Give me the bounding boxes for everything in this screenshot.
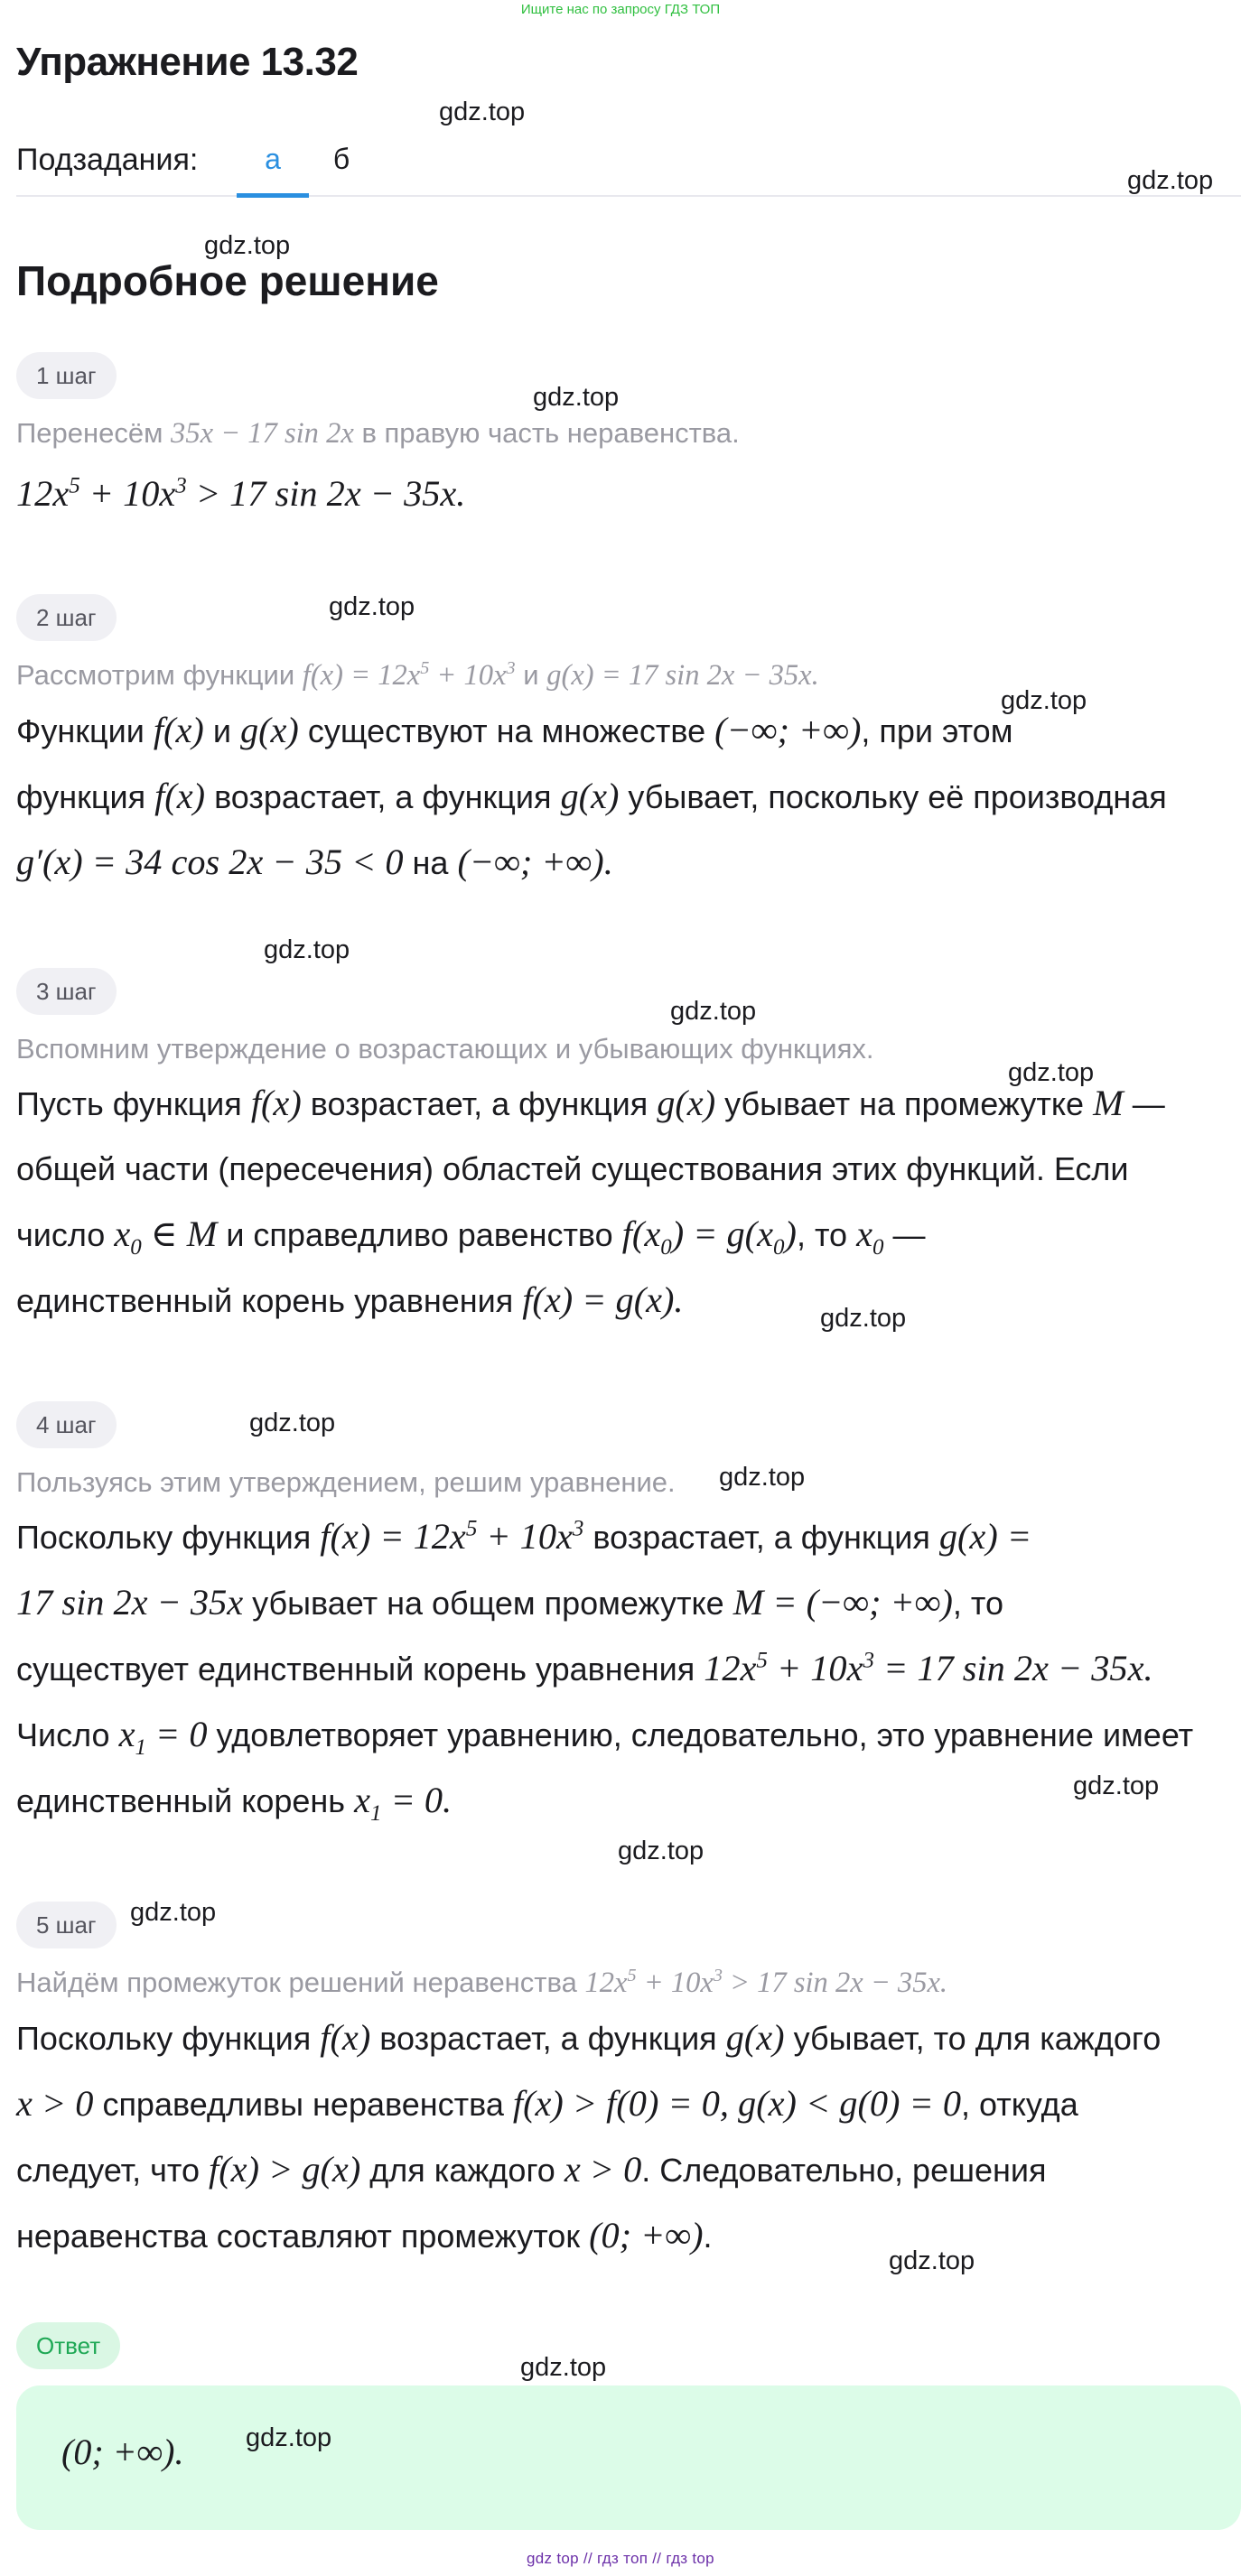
- answer-value: (0; +∞).: [61, 2432, 184, 2472]
- step-1: [16, 352, 1241, 527]
- watermark: gdz.top: [204, 231, 291, 260]
- text-line: Число $x_1 = 0$ удовлетворяет уравнению, следовательно, это уравнение имеет: [16, 1714, 1194, 1761]
- watermark: gdz.top: [130, 1898, 217, 1927]
- step-text: [16, 1071, 1241, 1334]
- top-banner: Ищите нас по запросу ГДЗ ТОП: [520, 2, 721, 17]
- watermark: gdz.top: [670, 997, 757, 1026]
- hint-text: Найдём промежуток решений неравенства: [16, 1967, 577, 1998]
- step-hint: Пользуясь этим утверждением, решим уравнение.: [16, 1466, 676, 1498]
- watermark: gdz.top: [520, 2353, 607, 2382]
- watermark: gdz.top: [246, 2423, 332, 2452]
- text-line: Поскольку функция f(x) возрастает, а функция g(x) убывает, то для каждого: [16, 2017, 1162, 2058]
- step-text: [16, 1504, 1241, 1834]
- text-line: неравенства составляют промежуток (0; +∞).: [16, 2215, 713, 2255]
- text-line: общей части (пересечения) областей существования этих функций. Если: [16, 1150, 1129, 1187]
- watermark: gdz.top: [889, 2246, 975, 2275]
- watermark: gdz.top: [439, 98, 526, 126]
- watermark: gdz.top: [820, 1304, 907, 1333]
- formula: $12x^5 + 10x^3 > 17$ sin 2x − 35x.: [16, 473, 466, 514]
- step-text: [16, 698, 1241, 896]
- watermark: gdz.top: [533, 383, 620, 412]
- watermark: gdz.top: [719, 1463, 806, 1492]
- text-line: Пусть функция f(x) возрастает, а функция g(x) убывает на промежутке M —: [16, 1083, 1165, 1123]
- footer-links[interactable]: gdz top // гдз топ // гдз top: [527, 2550, 714, 2567]
- step-badge: 3 шаг: [16, 968, 117, 1015]
- hint-formula: $f(x) = 12x^5 + 10x^3$: [302, 658, 516, 692]
- step-4: [16, 1401, 1241, 1834]
- text-line: g′(x) = 34 cos 2x − 35 < 0 на (−∞; +∞).: [16, 842, 613, 882]
- text-line: существует единственный корень уравнения $12x^5 + 10x^3 = 17$ sin 2x − 35x.: [16, 1648, 1153, 1688]
- watermark: gdz.top: [264, 935, 350, 964]
- tab-subtask-a[interactable]: а: [237, 139, 309, 198]
- watermark: gdz.top: [249, 1409, 336, 1437]
- answer-box: [16, 2385, 1241, 2530]
- solution-heading: Подробное решение: [16, 257, 439, 304]
- hint-formula: $12x^5 + 10x^3 > 17$ sin 2x − 35x.: [584, 1966, 948, 1999]
- page-title: Упражнение 13.32: [16, 40, 359, 84]
- watermark: gdz.top: [1073, 1772, 1160, 1800]
- hint-text: Рассмотрим функции: [16, 659, 295, 691]
- hint-formula: g(x) = 17 sin 2x − 35x.: [546, 659, 819, 692]
- step-badge: 1 шаг: [16, 352, 117, 399]
- text-line: Функции f(x) и g(x) существуют на множестве (−∞; +∞), при этом: [16, 710, 1013, 750]
- step-2: [16, 594, 1241, 896]
- text-line: единственный корень $x_1 = 0$.: [16, 1780, 453, 1827]
- step-formula: [16, 461, 1241, 527]
- step-3: [16, 968, 1241, 1334]
- step-hint: Вспомним утверждение о возрастающих и убывающих функциях.: [16, 1033, 874, 1065]
- hint-text: и: [523, 659, 539, 691]
- text-line: 17 sin 2x − 35x убывает на общем промежутке M = (−∞; +∞), то: [16, 1582, 1004, 1623]
- text-line: x > 0 справедливы неравенства f(x) > f(0) = 0, g(x) < g(0) = 0, откуда: [16, 2083, 1078, 2124]
- step-text: [16, 2005, 1241, 2269]
- watermark: gdz.top: [618, 1837, 704, 1865]
- step-5: [16, 1902, 1241, 2269]
- text-line: следует, что f(x) > g(x) для каждого x > 0. Следовательно, решения: [16, 2149, 1047, 2190]
- text-line: Поскольку функция $f(x) = 12x^5 + 10x^3$ возрастает, а функция g(x) =: [16, 1516, 1032, 1557]
- hint-text: Перенесём: [16, 417, 163, 449]
- watermark: gdz.top: [1008, 1058, 1095, 1087]
- text-line: число $x_0$ ∈ M и справедливо равенство $f(x_0) = g(x_0)$, то $x_0$ —: [16, 1214, 926, 1260]
- answer-badge: Ответ: [16, 2322, 120, 2369]
- step-hint: [16, 417, 1241, 451]
- text-line: функция f(x) возрастает, а функция g(x) убывает, поскольку её производная: [16, 776, 1167, 816]
- step-hint: [16, 1967, 1241, 2000]
- hint-formula: 35x − 17 sin 2x: [171, 417, 354, 450]
- text-line: единственный корень уравнения f(x) = g(x).: [16, 1279, 684, 1320]
- subtasks-label: Подзадания:: [16, 143, 199, 177]
- tab-subtask-b[interactable]: б: [332, 143, 350, 175]
- watermark: gdz.top: [1001, 686, 1087, 715]
- watermark: gdz.top: [1127, 166, 1214, 195]
- hint-text: в правую часть неравенства.: [361, 417, 740, 449]
- step-badge: 4 шаг: [16, 1401, 117, 1448]
- step-badge: 2 шаг: [16, 594, 117, 641]
- watermark: gdz.top: [329, 592, 415, 621]
- subtasks-bar: [16, 135, 1241, 197]
- step-badge: 5 шаг: [16, 1902, 117, 1948]
